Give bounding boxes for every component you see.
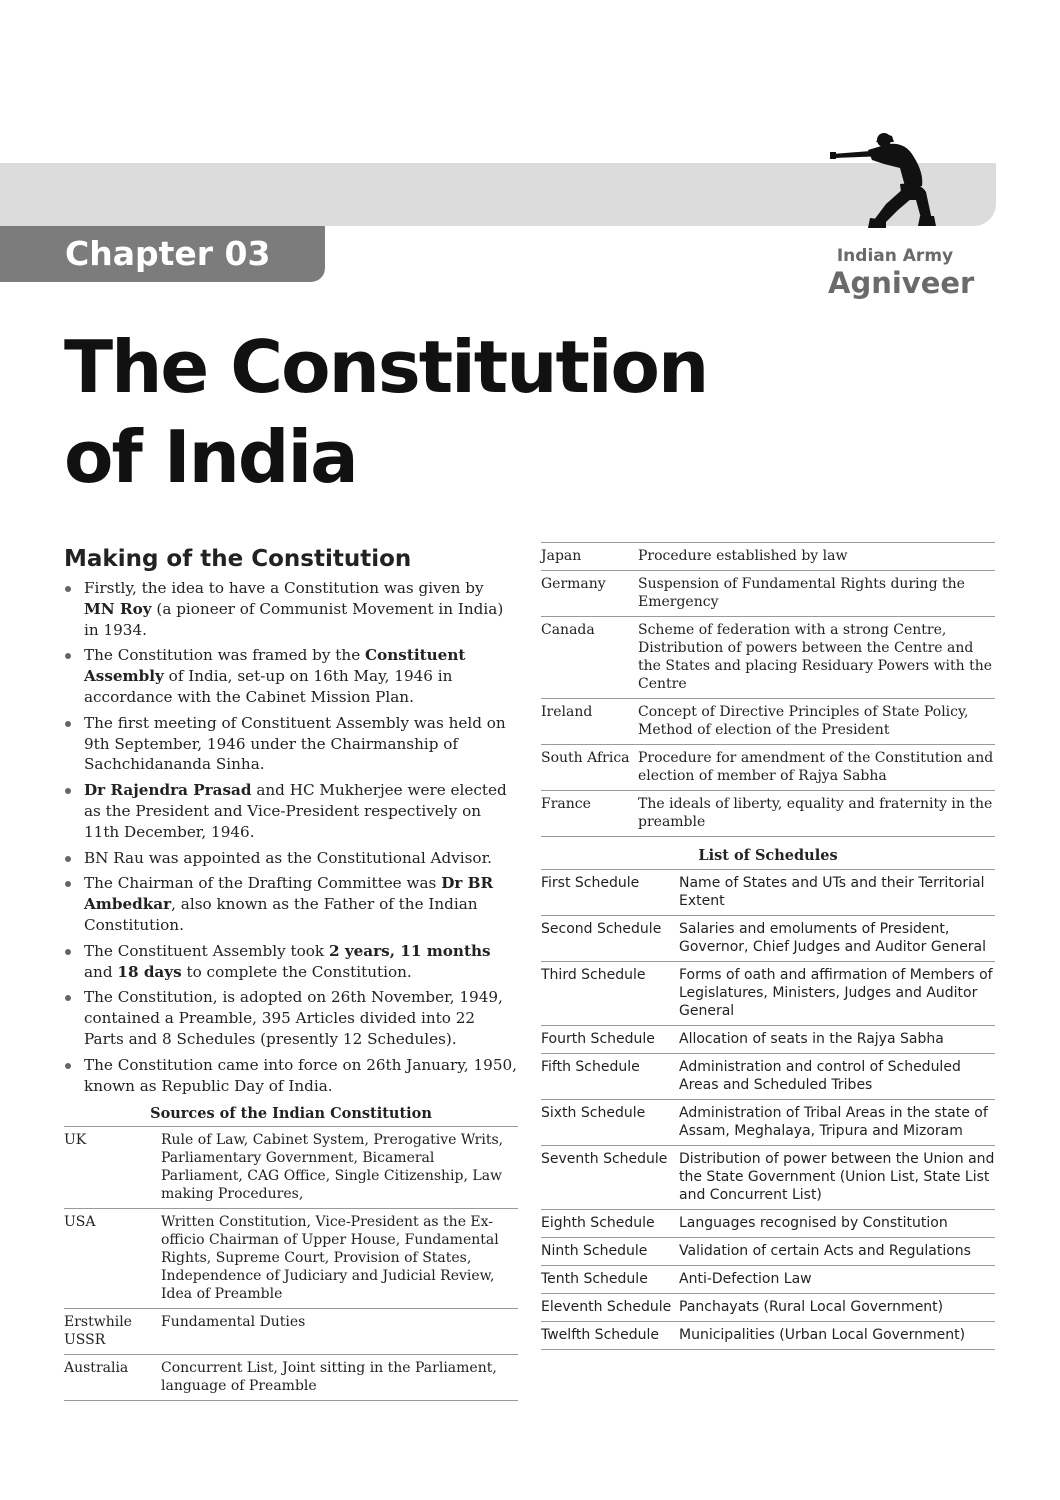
sources-table-caption: Sources of the Indian Constitution [150, 1105, 432, 1123]
schedule-row-label: Third Schedule [541, 962, 679, 1026]
source-row-value: The ideals of liberty, equality and fraternity in the preamble [638, 791, 995, 837]
source-row-value: Written Constitution, Vice-President as the Ex-officio Chairman of Upper House, Fundamental Rights, Supreme Court, Provision of States, Independence of Judiciary and Judicial Review, Idea of Preamble [161, 1209, 518, 1309]
source-row [541, 571, 995, 617]
schedules-table-caption: List of Schedules [698, 847, 838, 864]
bullet-dot-icon [65, 788, 71, 794]
schedule-row [541, 1294, 995, 1322]
section-heading: Making of the Constitution [64, 546, 412, 572]
bullet-item: Dr Rajendra Prasad and HC Mukherjee were elected as the President and Vice-President respectively on 11th December, 1946. [64, 780, 518, 842]
schedule-row-value: Distribution of power between the Union and the State Government (Union List, State List and Concurrent List) [679, 1146, 995, 1210]
sources-table-continued [541, 542, 995, 837]
source-row-label: Ireland [541, 699, 638, 745]
schedule-row-value: Forms of oath and affirmation of Members of Legislatures, Ministers, Judges and Auditor General [679, 962, 995, 1026]
schedule-row-label: Fourth Schedule [541, 1026, 679, 1054]
source-row-value: Concept of Directive Principles of State Policy, Method of election of the President [638, 699, 995, 745]
schedule-row-value: Name of States and UTs and their Territorial Extent [679, 870, 995, 916]
source-row-value: Fundamental Duties [161, 1309, 518, 1355]
schedule-row-value: Municipalities (Urban Local Government) [679, 1322, 995, 1350]
bullet-dot-icon [65, 881, 71, 887]
schedule-row-value: Administration and control of Scheduled Areas and Scheduled Tribes [679, 1054, 995, 1100]
bullet-dot-icon [65, 1063, 71, 1069]
schedule-row-value: Salaries and emoluments of President, Governor, Chief Judges and Auditor General [679, 916, 995, 962]
source-row [541, 791, 995, 837]
bullet-list [64, 578, 518, 1096]
source-row-value: Procedure established by law [638, 543, 995, 571]
schedule-row [541, 870, 995, 916]
brand-logo [828, 128, 975, 308]
schedule-row [541, 1026, 995, 1054]
schedule-row-value: Languages recognised by Constitution [679, 1210, 995, 1238]
schedule-row-value: Allocation of seats in the Rajya Sabha [679, 1026, 995, 1054]
schedule-row [541, 1054, 995, 1100]
chapter-label: Chapter 03 [0, 226, 325, 282]
bullet-item: BN Rau was appointed as the Constitutional Advisor. [64, 848, 518, 869]
soldier-aiming-rifle-icon [828, 128, 940, 238]
bullet-dot-icon [65, 856, 71, 862]
schedule-row [541, 1100, 995, 1146]
bullet-dot-icon [65, 995, 71, 1001]
schedule-row-label: Tenth Schedule [541, 1266, 679, 1294]
bullet-item: Firstly, the idea to have a Constitution was given by MN Roy (a pioneer of Communist Movement in India) in 1934. [64, 578, 518, 640]
source-row-label: France [541, 791, 638, 837]
source-row-label: Germany [541, 571, 638, 617]
schedule-row-label: Seventh Schedule [541, 1146, 679, 1210]
source-row [541, 745, 995, 791]
schedules-table [541, 869, 995, 1350]
schedule-row-label: Sixth Schedule [541, 1100, 679, 1146]
bullet-dot-icon [65, 586, 71, 592]
bullet-item: The Constitution came into force on 26th January, 1950, known as Republic Day of India. [64, 1055, 518, 1097]
source-row-value: Concurrent List, Joint sitting in the Parliament, language of Preamble [161, 1355, 518, 1401]
schedule-row [541, 916, 995, 962]
left-column [64, 546, 518, 1401]
source-row-label: Australia [64, 1355, 161, 1401]
schedule-row-label: Twelfth Schedule [541, 1322, 679, 1350]
title-line1: The Constitution [64, 325, 708, 409]
source-row [64, 1355, 518, 1401]
source-row-label: Canada [541, 617, 638, 699]
source-row-value: Suspension of Fundamental Rights during the Emergency [638, 571, 995, 617]
source-row [541, 617, 995, 699]
source-row-label: South Africa [541, 745, 638, 791]
schedule-row [541, 1322, 995, 1350]
schedule-row [541, 1210, 995, 1238]
source-row-label: USA [64, 1209, 161, 1309]
schedule-row-value: Administration of Tribal Areas in the state of Assam, Meghalaya, Tripura and Mizoram [679, 1100, 995, 1146]
schedule-row-label: First Schedule [541, 870, 679, 916]
bullet-item: The Constituent Assembly took 2 years, 11 months and 18 days to complete the Constitution. [64, 941, 518, 983]
bullet-item: The first meeting of Constituent Assembly was held on 9th September, 1946 under the Chairmanship of Sachchidananda Sinha. [64, 713, 518, 775]
source-row [541, 543, 995, 571]
schedule-row [541, 1238, 995, 1266]
source-row [64, 1209, 518, 1309]
right-column [541, 542, 995, 1350]
bullet-item: The Constitution was framed by the Constituent Assembly of India, set-up on 16th May, 1946 in accordance with the Cabinet Mission Plan. [64, 645, 518, 707]
page-title [64, 322, 707, 502]
source-row-label: UK [64, 1127, 161, 1209]
bullet-item: The Constitution, is adopted on 26th November, 1949, contained a Preamble, 395 Articles divided into 22 Parts and 8 Schedules (presently 12 Schedules). [64, 987, 518, 1049]
schedule-row-label: Ninth Schedule [541, 1238, 679, 1266]
schedule-row [541, 1266, 995, 1294]
source-row-value: Procedure for amendment of the Constitution and election of member of Rajya Sabha [638, 745, 995, 791]
title-line2: of India [64, 415, 357, 499]
bullet-dot-icon [65, 653, 71, 659]
schedule-row-label: Second Schedule [541, 916, 679, 962]
bullet-dot-icon [65, 949, 71, 955]
source-row [64, 1127, 518, 1209]
brand-line2: Agniveer [828, 266, 975, 300]
schedule-row-value: Validation of certain Acts and Regulations [679, 1238, 995, 1266]
source-row-value: Scheme of federation with a strong Centre, Distribution of powers between the Centre and the States and placing Residuary Powers with the Centre [638, 617, 995, 699]
sources-table [64, 1126, 518, 1401]
brand-line1: Indian Army [836, 246, 954, 266]
schedule-row-label: Fifth Schedule [541, 1054, 679, 1100]
schedule-row-value: Panchayats (Rural Local Government) [679, 1294, 995, 1322]
schedule-row-label: Eleventh Schedule [541, 1294, 679, 1322]
source-row [64, 1309, 518, 1355]
schedule-row [541, 962, 995, 1026]
source-row-label: Japan [541, 543, 638, 571]
source-row [541, 699, 995, 745]
source-row-label: Erstwhile USSR [64, 1309, 161, 1355]
bullet-item: The Chairman of the Drafting Committee was Dr BR Ambedkar, also known as the Father of the Indian Constitution. [64, 873, 518, 935]
bullet-dot-icon [65, 721, 71, 727]
schedule-row [541, 1146, 995, 1210]
schedule-row-label: Eighth Schedule [541, 1210, 679, 1238]
schedule-row-value: Anti-Defection Law [679, 1266, 995, 1294]
source-row-value: Rule of Law, Cabinet System, Prerogative Writs, Parliamentary Government, Bicameral Parliament, CAG Office, Single Citizenship, Law making Procedures, [161, 1127, 518, 1209]
